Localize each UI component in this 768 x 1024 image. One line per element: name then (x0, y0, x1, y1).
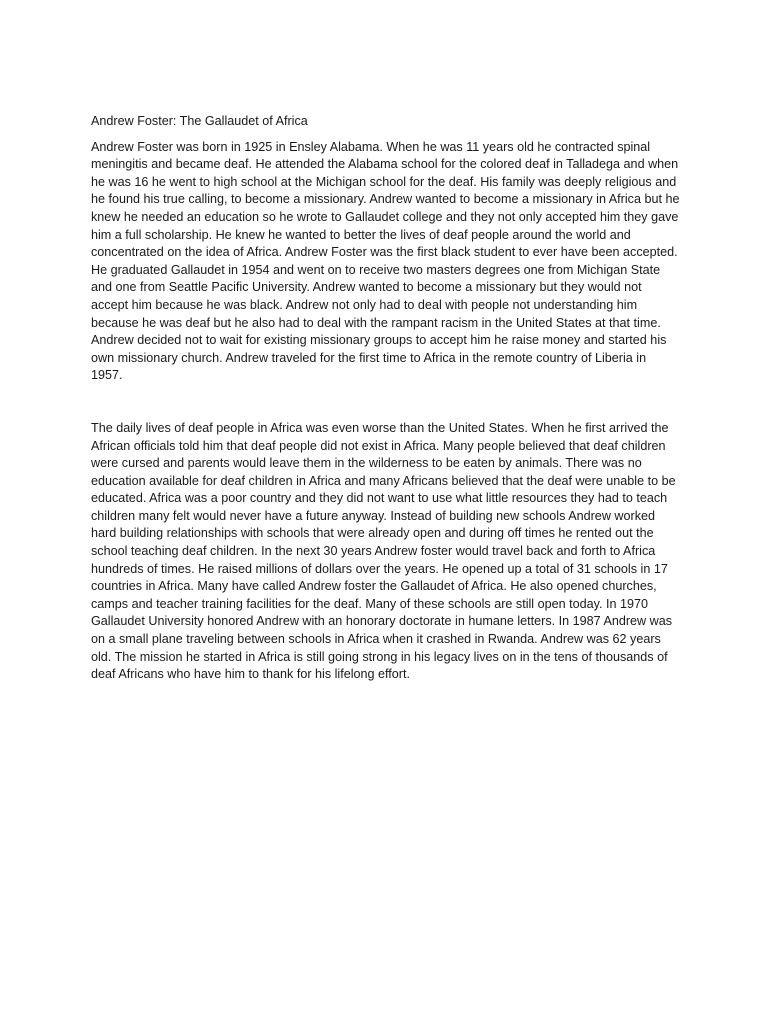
paragraph-africa-work: The daily lives of deaf people in Africa was even worse than the United States. When he first arrived the African officials told him that deaf people did not exist in Africa. Many people believed that deaf children were cursed and parents would leave them in the wilderness to be eaten by animals. There was no education available for deaf children in Africa and many Africans believed that the deaf were unable to be educated. Africa was a poor country and they did not want to use what little resources they had to teach children many felt would never have a future anyway. Instead of building new schools Andrew worked hard building relationships with schools that were already open and during off times he rented out the school teaching deaf children. In the next 30 years Andrew foster would travel back and forth to Africa hundreds of times. He raised millions of dollars over the years. He opened up a total of 31 schools in 17 countries in Africa. Many have called Andrew foster the Gallaudet of Africa. He also opened churches, camps and teacher training facilities for the deaf. Many of these schools are still open today. In 1970 Gallaudet University honored Andrew with an honorary doctorate in humane letters. In 1987 Andrew was on a small plane traveling between schools in Africa when it crashed in Rwanda. Andrew was 62 years old. The mission he started in Africa is still going strong in his legacy lives on in the tens of thousands of deaf Africans who have him to thank for his lifelong effort. (91, 420, 676, 682)
document-title: Andrew Foster: The Gallaudet of Africa (91, 114, 308, 128)
document-body (91, 113, 681, 684)
paragraph-biography: Andrew Foster was born in 1925 in Ensley Alabama. When he was 11 years old he contracted spinal meningitis and became deaf. He attended the Alabama school for the colored deaf in Talladega and when he was 16 he went to high school at the Michigan school for the deaf. His family was deeply religious and he found his true calling, to become a missionary. Andrew wanted to become a missionary in Africa but he knew he needed an education so he wrote to Gallaudet college and they not only accepted him they gave him a full scholarship. He knew he wanted to better the lives of deaf people around the world and concentrated on the idea of Africa. Andrew Foster was the first black student to ever have been accepted. He graduated Gallaudet in 1954 and went on to receive two masters degrees one from Michigan State and one from Seattle Pacific University. Andrew wanted to become a missionary but they would not accept him because he was black. Andrew not only had to deal with people not understanding him because he was deaf but he also had to deal with the rampant racism in the United States at that time. Andrew decided not to wait for existing missionary groups to accept him he raise money and started his own missionary church. Andrew traveled for the first time to Africa in the remote country of Liberia in 1957. (91, 139, 680, 383)
